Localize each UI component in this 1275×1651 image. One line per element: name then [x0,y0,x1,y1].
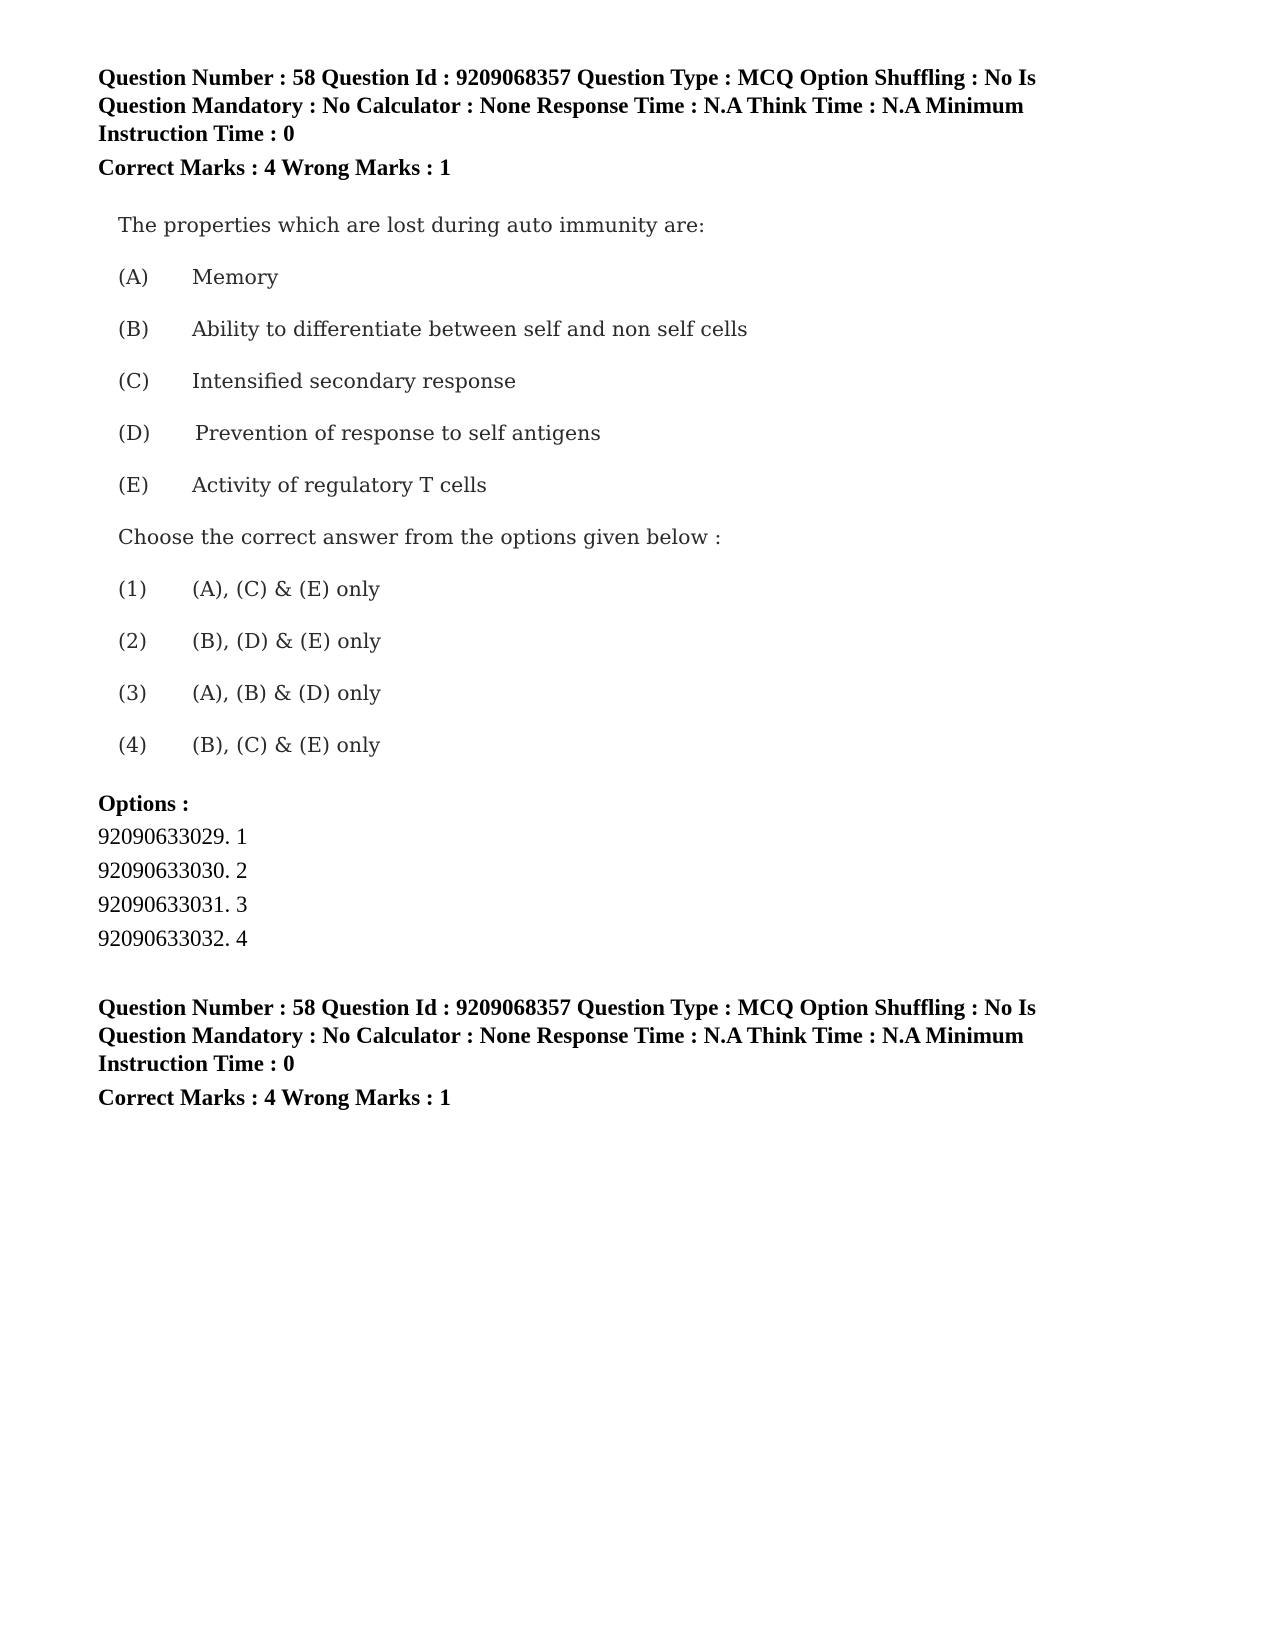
statement-b [118,314,818,366]
statement-text: Intensified secondary response [192,369,517,393]
options-title: Options : [98,791,190,816]
choice-4 [118,730,818,782]
choice-text: (B), (D) & (E) only [192,629,381,653]
choice-text: (A), (B) & (D) only [192,681,381,705]
choice-1 [118,574,818,626]
question-header-bottom [98,994,1188,1112]
statement-label: (D) [118,421,151,445]
question-instruction: Choose the correct answer from the options given below : [118,525,722,549]
statement-label: (B) [118,317,150,341]
choice-2 [118,626,818,678]
header-line-3: Instruction Time : 0 [98,121,295,146]
option-item: 92090633030. 2 [98,858,248,883]
option-item: 92090633032. 4 [98,926,248,951]
statement-e [118,470,818,522]
question-header-top [98,64,1188,182]
marks-line: Correct Marks : 4 Wrong Marks : 1 [98,155,451,180]
choice-text: (A), (C) & (E) only [192,577,380,601]
header-line-2: Question Mandatory : No Calculator : None Response Time : N.A Think Time : N.A Minimum [98,1023,1024,1048]
statement-text: Activity of regulatory T cells [192,473,487,497]
choice-text: (B), (C) & (E) only [192,733,381,757]
choice-label: (2) [118,629,148,653]
statement-text: Memory [192,265,279,289]
choice-label: (4) [118,733,148,757]
statement-d [118,418,818,470]
option-item: 92090633029. 1 [98,824,248,849]
option-item: 92090633031. 3 [98,892,248,917]
statement-a [118,262,818,314]
statement-label: (A) [118,265,149,289]
statement-c [118,366,818,418]
statement-text: Prevention of response to self antigens [195,421,601,445]
choice-label: (1) [118,577,148,601]
question-body [118,210,818,782]
header-line-2: Question Mandatory : No Calculator : None Response Time : N.A Think Time : N.A Minimum [98,93,1024,118]
marks-line: Correct Marks : 4 Wrong Marks : 1 [98,1085,451,1110]
choice-label: (3) [118,681,148,705]
statement-text: Ability to differentiate between self and non self cells [192,317,748,341]
statement-label: (C) [118,369,150,393]
options-list [98,788,248,956]
header-line-1: Question Number : 58 Question Id : 9209068357 Question Type : MCQ Option Shuffling : No Is [98,65,1037,90]
header-line-1: Question Number : 58 Question Id : 9209068357 Question Type : MCQ Option Shuffling : No Is [98,995,1037,1020]
choice-3 [118,678,818,730]
question-stem: The properties which are lost during auto immunity are: [118,213,705,237]
header-line-3: Instruction Time : 0 [98,1051,295,1076]
statement-label: (E) [118,473,149,497]
